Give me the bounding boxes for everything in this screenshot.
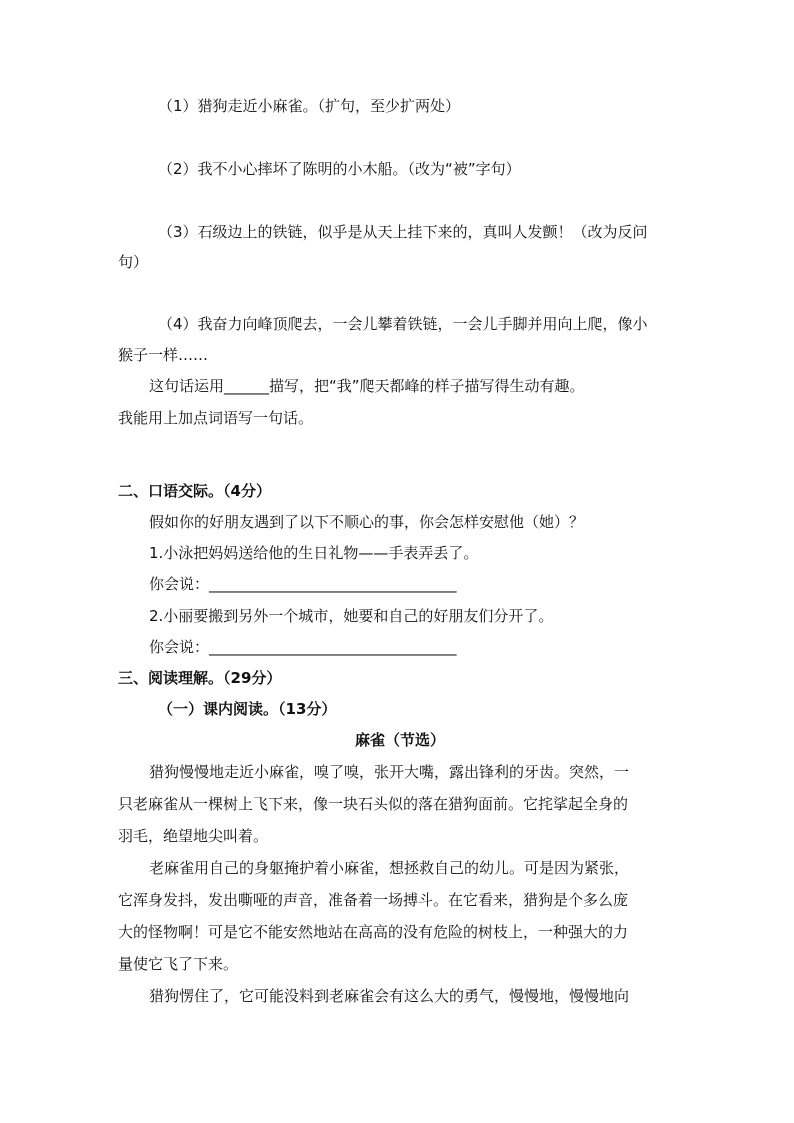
question-4-line-3: 这句话运用______描写，把“我”爬天都峰的样子描写得生动有趣。 — [149, 377, 585, 395]
passage-line: 羽毛，绝望地尖叫着。 — [118, 827, 269, 845]
passage-title: 麻雀（节选） — [355, 731, 446, 749]
passage-line: 大的怪物啊！可是它不能安然地站在高高的没有危险的树枝上，一种强大的力 — [118, 923, 629, 941]
section-2-answer-1[interactable]: 你会说：_________________________________ — [149, 575, 457, 593]
section-2-prompt: 假如你的好朋友遇到了以下不顺心的事，你会怎样安慰他（她）？ — [149, 513, 585, 531]
question-4-line-1: （4）我奋力向峰顶爬去，一会儿攀着铁链，一会儿手脚并用向上爬，像小 — [158, 315, 648, 333]
question-4-line-2: 猴子一样…… — [118, 346, 209, 364]
question-2: （2）我不小心摔坏了陈明的小木船。（改为“被”字句） — [158, 160, 521, 178]
passage-line: 猎狗愣住了，它可能没料到老麻雀会有这么大的勇气，慢慢地，慢慢地向 — [149, 987, 630, 1005]
passage-line: 只老麻雀从一棵树上飞下来，像一块石头似的落在猎狗面前。它挓挲起全身的 — [118, 795, 629, 813]
passage-line: 量使它飞了下来。 — [118, 955, 239, 973]
passage-line: 它浑身发抖，发出嘶哑的声音，准备着一场搏斗。在它看来，猎狗是个多么庞 — [118, 891, 629, 909]
question-1: （1）猎狗走近小麻雀。（扩句，至少扩两处） — [158, 97, 461, 115]
section-3-heading: 三、阅读理解。（29分） — [118, 669, 282, 687]
question-3-line-2: 句） — [118, 253, 149, 271]
passage-line: 老麻雀用自己的身躯掩护着小麻雀，想拯救自己的幼儿。可是因为紧张， — [149, 859, 630, 877]
section-2-heading: 二、口语交际。（4分） — [118, 482, 271, 500]
section-2-answer-2[interactable]: 你会说：_________________________________ — [149, 638, 457, 656]
section-2-item-1: 1.小泳把妈妈送给他的生日礼物——手表弄丢了。 — [149, 544, 479, 562]
section-3-sub-heading: （一）课内阅读。（13分） — [158, 700, 337, 718]
question-3-line-1: （3）石级边上的铁链，似乎是从天上挂下来的，真叫人发颤！（改为反问 — [158, 223, 648, 241]
question-4-line-4: 我能用上加点词语写一句话。 — [118, 409, 314, 427]
passage-line: 猎狗慢慢地走近小麻雀，嗅了嗅，张开大嘴，露出锋利的牙齿。突然，一 — [149, 763, 630, 781]
section-2-item-2: 2.小丽要搬到另外一个城市，她要和自己的好朋友们分开了。 — [149, 607, 554, 625]
